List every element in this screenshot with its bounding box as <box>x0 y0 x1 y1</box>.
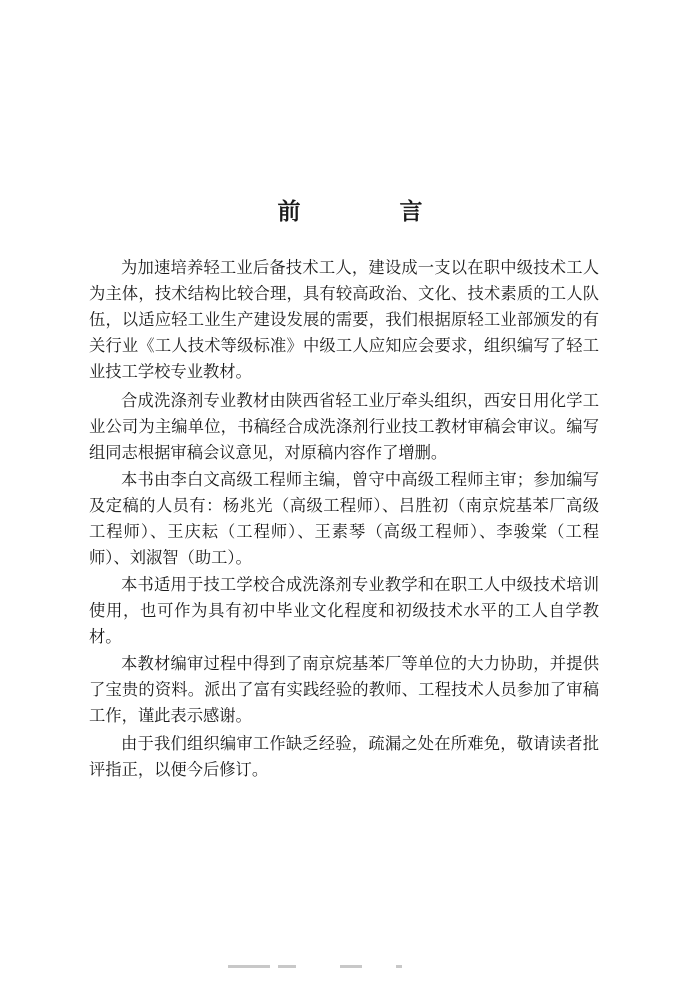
page-title: 前 言 <box>277 198 461 225</box>
preface-paragraph-1: 为加速培养轻工业后备技术工人，建设成一支以在职中级技术工人为主体，技术结构比较合理，具有较高政治、文化、技术素质的工人队伍，以适应轻工业生产建设发展的需要，我们根据原轻工业部颁发的有关行业《工人技术等级标准》中级工人应知应会要求，组织编写了轻工业技工学校专业教材。 <box>89 258 599 382</box>
preface-paragraph-2: 合成洗涤剂专业教材由陕西省轻工业厅牵头组织，西安日用化学工业公司为主编单位，书稿经合成洗涤剂行业技工教材审稿会审议。编写组同志根据审稿会议意见，对原稿内容作了增删。 <box>89 391 599 463</box>
scan-smudge <box>228 963 428 971</box>
preface-paragraph-4: 本书适用于技工学校合成洗涤剂专业教学和在职工人中级技术培训使用，也可作为具有初中毕业文化程度和初级技术水平的工人自学教材。 <box>89 575 599 647</box>
preface-paragraph-6: 由于我们组织编审工作缺乏经验，疏漏之处在所难免，敬请读者批评指正，以便今后修订。 <box>89 734 599 780</box>
preface-paragraph-3: 本书由李白文高级工程师主编，曾守中高级工程师主审；参加编写及定稿的人员有：杨兆光（高级工程师）、吕胜初（南京烷基苯厂高级工程师）、王庆耘（工程师）、王素琴（高级工程师）、李骏棠（工程师）、刘淑智（助工）。 <box>89 470 599 568</box>
preface-paragraph-5: 本教材编审过程中得到了南京烷基苯厂等单位的大力协助，并提供了宝贵的资料。派出了富有实践经验的教师、工程技术人员参加了审稿工作，谨此表示感谢。 <box>89 654 599 726</box>
